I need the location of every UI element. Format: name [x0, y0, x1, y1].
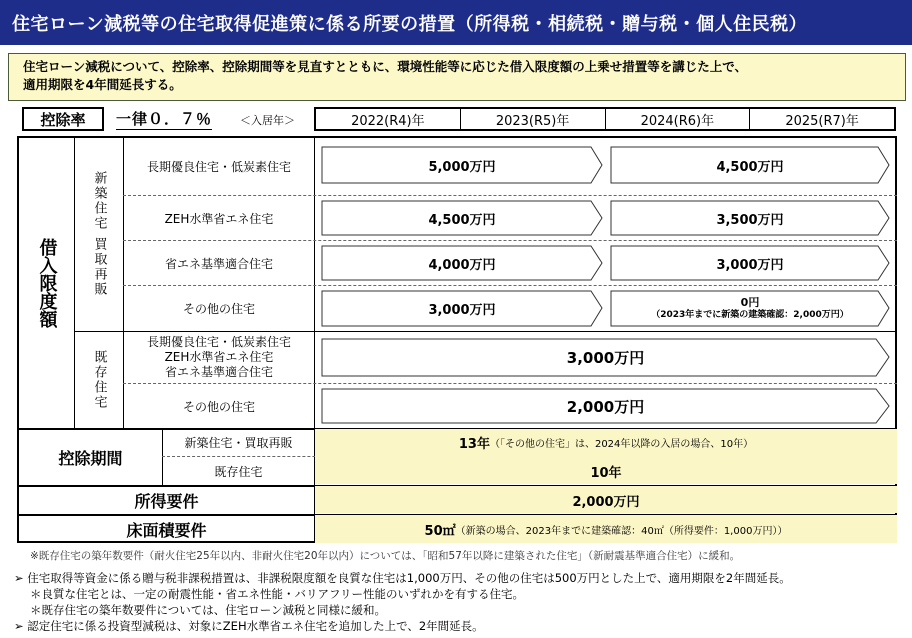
period-new-value — [315, 429, 897, 456]
bullet-sub-age: ＊既存住宅の築年数要件については、住宅ローン減税と同様に緩和。 — [30, 603, 387, 617]
row-label-other: その他の住宅 — [182, 302, 255, 316]
value-used-certified: 3,000万円 — [321, 338, 890, 377]
value-other-early: 3,000万円 — [321, 290, 603, 327]
year-2024: 2024(R6)年 — [606, 109, 751, 129]
value-zeh-late: 3,500万円 — [610, 200, 890, 236]
value-long-term-late: 4,500万円 — [610, 146, 890, 184]
summary-line-2: 適用期限を4年間延長する。 — [23, 77, 182, 92]
year-2022: 2022(R4)年 — [316, 109, 461, 129]
year-2025: 2025(R7)年 — [785, 113, 859, 129]
row-label-used-other: その他の住宅 — [182, 399, 255, 414]
bullet-list — [14, 570, 791, 634]
period-used-value: 10年 — [590, 465, 622, 481]
period-new-label: 新築住宅・買取再販 — [184, 436, 293, 450]
deduction-period-label: 控除期間 — [58, 448, 123, 468]
value-other-late: 0円 （2023年までに新築の建築確認：2,000万円） — [610, 290, 890, 327]
row-label-long-term: 長期優良住宅・低炭素住宅 — [146, 160, 291, 174]
income-requirement-label: 所得要件 — [134, 491, 199, 511]
footnote: ※既存住宅の築年数要件（耐火住宅25年以内、非耐火住宅20年以内）については、「昭和57年以降に建築された住宅」（新耐震基準適合住宅）に緩和。 — [30, 550, 741, 562]
period-new-note: （「その他の住宅」は、2024年以降の入居の場合、10年） — [489, 439, 754, 450]
other-late-note: （2023年までに新築の建築確認：2,000万円） — [651, 310, 849, 320]
floor-area-note: （新築の場合、2023年までに建築確認：40㎡（所得要件：1,000万円）） — [455, 525, 788, 537]
summary-line-1: 住宅ローン減税について、控除率、控除期間等を見直すとともに、環境性能等に応じた借入限度額の上乗せ措置等を講じた上で、 — [23, 59, 748, 74]
new-housing-group-label: 新築住宅 買取再販 — [91, 171, 107, 298]
bullet-arrow-icon: ➢ — [14, 571, 28, 585]
rate-value: 一律０．７％ — [116, 110, 213, 128]
rate-label: 控除率 — [22, 107, 104, 131]
bullet-sub-quality: ＊良質な住宅とは、一定の耐震性能・省エネ性能・バリアフリー性能のいずれかを有する住宅。 — [30, 587, 525, 601]
used-certified-line-1: 長期優良住宅・低炭素住宅 — [146, 335, 291, 349]
used-certified-line-2: ZEH水準省エネ住宅 — [164, 350, 274, 364]
bullet-investment: ➢ 認定住宅に係る投資型減税は、対象にZEH水準省エネ住宅を追加した上で、2年間延長。 — [14, 619, 484, 633]
used-certified-line-3: 省エネ基準適合住宅 — [164, 365, 273, 379]
measures-table — [17, 136, 897, 543]
value-energy-standard-early: 4,000万円 — [321, 245, 603, 281]
value-long-term-early: 5,000万円 — [321, 146, 603, 184]
year-2023: 2023(R5)年 — [461, 109, 606, 129]
borrow-limit-label: 借入限度額 — [36, 238, 58, 328]
floor-area-value — [315, 515, 897, 543]
summary-box — [8, 53, 906, 101]
period-new-years: 13年 — [458, 437, 490, 452]
value-energy-standard-late: 3,000万円 — [610, 245, 890, 281]
year-header — [314, 107, 896, 131]
income-requirement-value: 2,000万円 — [572, 494, 640, 510]
row-label-energy-standard: 省エネ基準適合住宅 — [164, 256, 273, 271]
used-housing-group-label: 既存住宅 — [91, 350, 107, 410]
period-used-label: 既存住宅 — [214, 464, 263, 479]
move-in-year-label: ＜入居年＞ — [240, 114, 295, 127]
floor-area-main: 50㎡ — [424, 523, 456, 539]
row-label-zeh: ZEH水準省エネ住宅 — [164, 211, 274, 226]
value-used-other: 2,000万円 — [321, 388, 890, 424]
value-zeh-early: 4,500万円 — [321, 200, 603, 236]
page-title: 住宅ローン減税等の住宅取得促進策に係る所要の措置（所得税・相続税・贈与税・個人住民税） — [0, 0, 912, 45]
floor-area-label: 床面積要件 — [126, 520, 207, 540]
row-label-used-certified — [124, 332, 314, 383]
bullet-arrow-icon: ➢ — [14, 619, 28, 633]
bullet-gift-tax: ➢ 住宅取得等資金に係る贈与税非課税措置は、非課税限度額を良質な住宅は1,000万円、その他の住宅は500万円とした上で、適用期限を2年間延長。 — [14, 571, 791, 585]
